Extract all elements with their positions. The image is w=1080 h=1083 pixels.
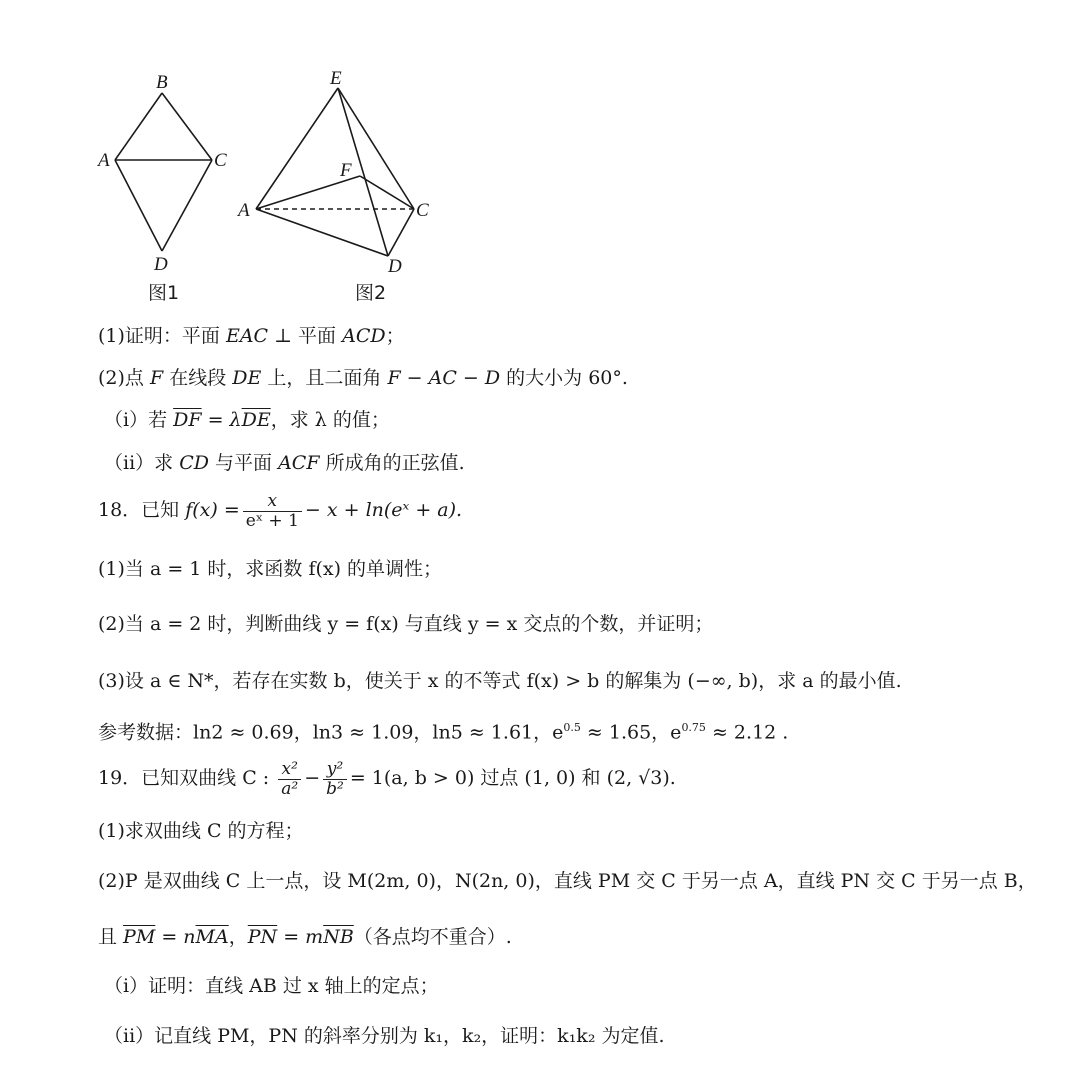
vertex-label-b: B	[156, 72, 168, 93]
q17-part2: (2)点 F 在线段 DE 上，且二面角 F − AC − D 的大小为 60°.	[98, 367, 628, 389]
vertex-label-d: D	[154, 254, 168, 275]
edge-ad	[256, 209, 388, 256]
vertex-label-c: C	[416, 200, 429, 221]
edge-ad	[115, 160, 162, 251]
vertex-label-e: E	[330, 68, 342, 89]
edge-ba	[115, 93, 162, 160]
q18-part2: (2)当 a = 2 时，判断曲线 y = f(x) 与直线 y = x 交点的个数，并证明；	[98, 613, 714, 635]
vertex-label-c: C	[214, 150, 227, 171]
q18-part3: (3)设 a ∈ N*，若存在实数 b，使关于 x 的不等式 f(x) > b 的解集为 (−∞, b)，求 a 的最小值.	[98, 670, 902, 692]
q18-reference-data: 参考数据：ln2 ≈ 0.69，ln3 ≈ 1.09，ln5 ≈ 1.61，$e^{0.5} \approx 1.65$，$e^{0.75} \approx 2.12$ .	[98, 721, 789, 744]
vertex-label-f: F	[340, 160, 352, 181]
q19-part2: (2)P 是双曲线 C 上一点，设 M(2m, 0)，N(2n, 0)，直线 PM 交 C 于另一点 A，直线 PN 交 C 于另一点 B，	[98, 870, 1037, 892]
q19-fraction-y: $\frac{\text{y²}}{\text{b²}}$	[323, 760, 347, 798]
q18-statement: 18．已知 f(x) = $\frac{x}{\text{eˣ + 1}}$ − x + ln(eˣ + a).	[98, 491, 463, 531]
vertex-label-d: D	[388, 256, 402, 277]
vertex-label-a: A	[98, 150, 110, 171]
q19-part2-i: （i）证明：直线 AB 过 x 轴上的定点；	[104, 975, 439, 997]
q17-part1: (1)证明：平面 EAC ⊥ 平面 ACD；	[98, 325, 405, 347]
q17-part2-i: （i）若 $\overline{DF} = \lambda\overline{DE}$，求 λ 的值；	[104, 409, 390, 431]
edge-fc	[360, 176, 414, 209]
q19-statement: 19．已知双曲线 C : $\frac{\text{x²}}{\text{a²}}$ − $\frac{\text{y²}}{\text{b²}}$ = 1(a, b > 0) 过点 (1, 0) 和 (2, √3).	[98, 759, 676, 799]
q18-fraction: $\frac{x}{\text{eˣ + 1}}$	[243, 492, 302, 530]
q18-part1: (1)当 a = 1 时，求函数 f(x) 的单调性；	[98, 558, 443, 580]
edge-bc	[162, 93, 212, 160]
vertex-label-a: A	[238, 200, 250, 221]
figure-2	[232, 66, 442, 280]
q19-part1: (1)求双曲线 C 的方程；	[98, 820, 304, 842]
figure-2-caption: 图2	[355, 282, 387, 304]
edge-ea	[256, 88, 338, 209]
q17-part2-ii: （ii）求 CD 与平面 ACF 所成角的正弦值.	[104, 452, 465, 474]
q19-part2-conditions: 且 $\overline{PM} = n\overline{MA}$，$\overline{PN} = m\overline{NB}$（各点均不重合）.	[98, 926, 512, 948]
figure-1	[90, 68, 250, 278]
q19-fraction-x: $\frac{\text{x²}}{\text{a²}}$	[278, 760, 301, 798]
figure-1-caption: 图1	[148, 282, 180, 304]
edge-cd	[162, 160, 212, 251]
q19-part2-ii: （ii）记直线 PM，PN 的斜率分别为 k₁，k₂，证明：k₁k₂ 为定值.	[104, 1025, 665, 1047]
edge-ec	[338, 88, 414, 209]
edge-cd	[388, 209, 414, 256]
